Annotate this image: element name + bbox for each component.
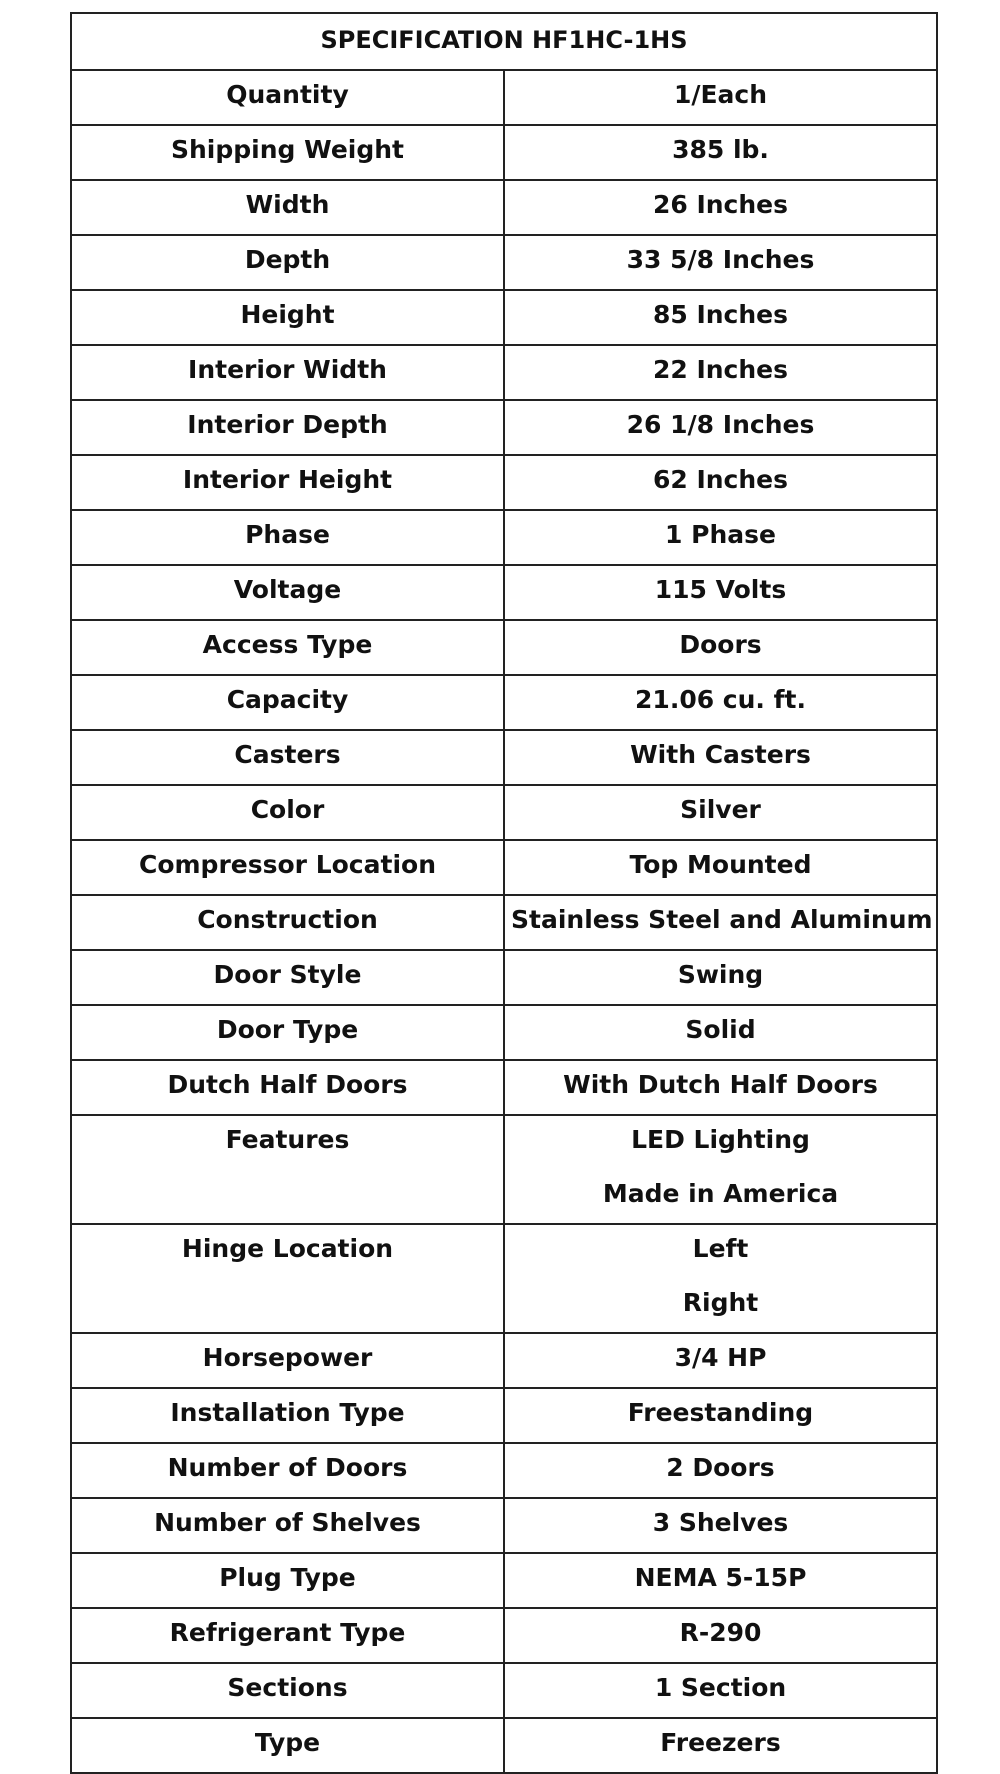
table-row	[71, 180, 937, 235]
table-row	[71, 510, 937, 565]
spec-value	[504, 1224, 937, 1333]
spec-value	[504, 290, 937, 345]
table-row	[71, 290, 937, 345]
spec-value	[504, 950, 937, 1005]
spec-value-line: 26 1/8 Inches	[626, 410, 815, 439]
spec-label: Capacity	[71, 675, 504, 730]
spec-value	[504, 1663, 937, 1718]
spec-label: Dutch Half Doors	[71, 1060, 504, 1115]
spec-label: Installation Type	[71, 1388, 504, 1443]
spec-value-line: Freezers	[660, 1728, 781, 1757]
spec-value-line: 1 Section	[654, 1673, 787, 1702]
spec-value	[504, 1005, 937, 1060]
table-row	[71, 1333, 937, 1388]
table-row	[71, 400, 937, 455]
spec-label: Interior Width	[71, 345, 504, 400]
spec-value	[504, 675, 937, 730]
spec-label: Interior Height	[71, 455, 504, 510]
spec-value-line: R-290	[679, 1618, 762, 1647]
spec-value	[504, 125, 937, 180]
table-title: SPECIFICATION HF1HC-1HS	[71, 13, 937, 70]
spec-value-line: 385 lb.	[672, 135, 769, 164]
table-row	[71, 345, 937, 400]
spec-label: Width	[71, 180, 504, 235]
spec-label: Voltage	[71, 565, 504, 620]
spec-value-line: 2 Doors	[666, 1453, 775, 1482]
spec-label: Horsepower	[71, 1333, 504, 1388]
table-row	[71, 565, 937, 620]
spec-value-line: 1 Phase	[665, 520, 776, 549]
spec-value	[504, 1553, 937, 1608]
spec-value	[504, 620, 937, 675]
spec-value	[504, 840, 937, 895]
table-row	[71, 730, 937, 785]
spec-value	[504, 1333, 937, 1388]
spec-value-line: LED Lighting	[631, 1125, 810, 1154]
spec-value-line: Doors	[679, 630, 762, 659]
table-row	[71, 1608, 937, 1663]
spec-label: Access Type	[71, 620, 504, 675]
spec-value-line: Left	[692, 1234, 749, 1263]
spec-value-line: 3/4 HP	[674, 1343, 767, 1372]
table-row	[71, 1060, 937, 1115]
table-row	[71, 125, 937, 180]
spec-label: Refrigerant Type	[71, 1608, 504, 1663]
spec-value-line: 62 Inches	[652, 465, 789, 494]
table-row	[71, 895, 937, 950]
spec-label: Number of Shelves	[71, 1498, 504, 1553]
table-row	[71, 235, 937, 290]
table-row	[71, 455, 937, 510]
spec-label: Hinge Location	[71, 1224, 504, 1333]
table-row	[71, 1553, 937, 1608]
spec-value	[504, 785, 937, 840]
spec-label: Depth	[71, 235, 504, 290]
spec-label: Plug Type	[71, 1553, 504, 1608]
spec-label: Shipping Weight	[71, 125, 504, 180]
spec-value-line: 33 5/8 Inches	[626, 245, 815, 274]
spec-label: Features	[71, 1115, 504, 1224]
spec-label: Color	[71, 785, 504, 840]
spec-value	[504, 1718, 937, 1773]
table-row	[71, 1718, 937, 1773]
spec-value-line: 115 Volts	[654, 575, 787, 604]
spec-label: Interior Depth	[71, 400, 504, 455]
spec-label: Sections	[71, 1663, 504, 1718]
table-row	[71, 675, 937, 730]
spec-value	[504, 235, 937, 290]
table-row	[71, 950, 937, 1005]
specification-table	[70, 12, 938, 1774]
spec-label: Construction	[71, 895, 504, 950]
spec-value-line: 85 Inches	[652, 300, 789, 329]
spec-value-line: Freestanding	[627, 1398, 814, 1427]
spec-value	[504, 400, 937, 455]
table-row	[71, 1663, 937, 1718]
spec-label: Number of Doors	[71, 1443, 504, 1498]
spec-rows	[71, 70, 937, 1773]
table-row	[71, 1005, 937, 1060]
spec-label: Quantity	[71, 70, 504, 125]
spec-value-line: 22 Inches	[652, 355, 789, 384]
spec-label: Compressor Location	[71, 840, 504, 895]
spec-value	[504, 730, 937, 785]
spec-value	[504, 1498, 937, 1553]
spec-value-line: 21.06 cu. ft.	[635, 685, 806, 714]
table-row	[71, 1388, 937, 1443]
table-row	[71, 70, 937, 125]
spec-value-line: 1/Each	[673, 80, 768, 109]
spec-value	[504, 1115, 937, 1224]
table-row	[71, 1498, 937, 1553]
spec-value	[504, 70, 937, 125]
title-row	[71, 13, 937, 70]
spec-value	[504, 1443, 937, 1498]
spec-value-line: With Dutch Half Doors	[563, 1070, 878, 1099]
spec-value-line: Top Mounted	[629, 850, 812, 879]
spec-value-line: Silver	[680, 795, 761, 824]
spec-value-line: NEMA 5-15P	[634, 1563, 807, 1592]
spec-value	[504, 565, 937, 620]
spec-label: Phase	[71, 510, 504, 565]
spec-value	[504, 1608, 937, 1663]
spec-label: Casters	[71, 730, 504, 785]
spec-value	[504, 510, 937, 565]
spec-label: Door Type	[71, 1005, 504, 1060]
table-row	[71, 785, 937, 840]
spec-value	[504, 895, 937, 950]
spec-value	[504, 180, 937, 235]
table-row	[71, 620, 937, 675]
table-row	[71, 840, 937, 895]
table-row	[71, 1224, 937, 1333]
spec-value-line: Stainless Steel and Aluminum	[511, 905, 933, 934]
spec-value-line: Made in America	[602, 1179, 839, 1208]
spec-label: Type	[71, 1718, 504, 1773]
spec-value-line: 3 Shelves	[652, 1508, 789, 1537]
spec-value-line: Right	[682, 1288, 759, 1317]
spec-value	[504, 345, 937, 400]
spec-value	[504, 455, 937, 510]
table-row	[71, 1115, 937, 1224]
spec-value	[504, 1060, 937, 1115]
spec-value-line: Solid	[685, 1015, 756, 1044]
spec-value	[504, 1388, 937, 1443]
spec-value-line: Swing	[677, 960, 764, 989]
spec-value-line: With Casters	[630, 740, 811, 769]
spec-label: Height	[71, 290, 504, 345]
spec-value-line: 26 Inches	[652, 190, 789, 219]
spec-label: Door Style	[71, 950, 504, 1005]
table-row	[71, 1443, 937, 1498]
